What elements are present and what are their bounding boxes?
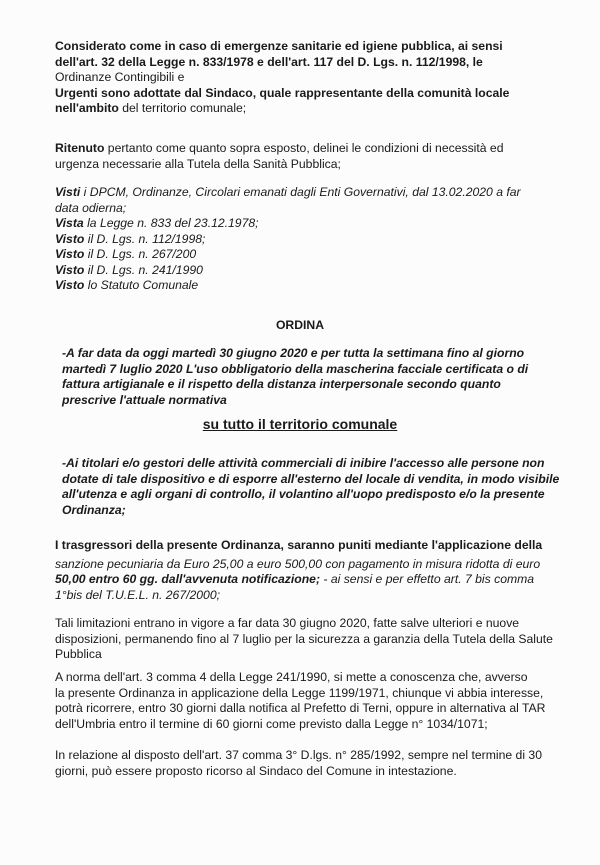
visto-bold: Visto bbox=[55, 262, 85, 277]
considerato-line-5 bbox=[55, 101, 555, 117]
ritenuto-line-2: urgenza necessarie alla Tutela della Sanità Pubblica; bbox=[55, 156, 341, 171]
visto-bold: Visto bbox=[55, 231, 85, 246]
limitazioni-line-3: Pubblica bbox=[55, 647, 102, 661]
visto-bold: Visto bbox=[55, 278, 85, 292]
territorio-heading: su tutto il territorio comunale bbox=[202, 416, 398, 432]
relazione-line-2: giorni, può essere proposto ricorso al Sindaco del Comune in intestazione. bbox=[55, 763, 457, 778]
ordina-line-4: prescrive l'attuale normativa bbox=[62, 392, 227, 407]
visto-text: lo Statuto Comunale bbox=[84, 278, 199, 292]
visto-item bbox=[55, 278, 555, 294]
norma-line-1: A norma dell'art. 3 comma 4 della Legge 241/1990, si mette a conoscenza che, avverso bbox=[55, 670, 528, 684]
relazione-paragraph bbox=[55, 748, 555, 779]
titolari-line-1: -Ai titolari e/o gestori delle attività commerciali di inibire l'accesso alle persone non bbox=[62, 456, 545, 470]
ordina-line-2: martedì 7 luglio 2020 L'uso obbligatorio della mascherina facciale certificata o di bbox=[62, 361, 529, 376]
considerato-line-1: Considerato come in caso di emergenze sanitarie ed igiene pubblica, ai sensi bbox=[55, 39, 503, 53]
trasgressori-notifica: 50,00 entro 60 gg. dall'avvenuta notificazione; bbox=[55, 572, 321, 586]
trasgressori-line-3 bbox=[55, 572, 555, 588]
visto-text: il D. Lgs. n. 112/1998; bbox=[84, 231, 206, 246]
relazione-line-1: In relazione al disposto dell'art. 37 comma 3° D.lgs. n° 285/1992, sempre nel termine di 30 bbox=[55, 748, 542, 762]
visti-line-1 bbox=[55, 185, 555, 201]
trasgressori-art: - ai sensi e per effetto art. 7 bis comma bbox=[320, 572, 535, 586]
ritenuto-line-1 bbox=[55, 141, 555, 157]
limitazioni-line-2: disposizioni, permanendo fino al 7 luglio per la sicurezza a garanzia della Tutela della Salute bbox=[55, 631, 553, 646]
visto-bold: Visto bbox=[55, 247, 85, 261]
trasgressori-line-4: 1°bis del T.U.E.L. n. 267/2000; bbox=[55, 587, 221, 602]
ordina-line-3: fattura artigianale e il rispetto della distanza interpersonale secondo quanto bbox=[62, 377, 501, 391]
considerato-line-3: Ordinanze Contingibili e bbox=[55, 70, 185, 84]
ritenuto-paragraph bbox=[55, 141, 555, 172]
visto-bold: Vista bbox=[55, 216, 84, 230]
visti-paragraph bbox=[55, 185, 555, 294]
norma-line-3: potrà ricorrere, entro 30 giorni dalla notifica al Prefetto di Terni, oppure in alternativa al TAR bbox=[55, 701, 546, 715]
visto-item bbox=[55, 247, 555, 263]
titolari-line-4: Ordinanza; bbox=[62, 502, 126, 517]
visti-line-2: data odierna; bbox=[55, 200, 127, 215]
visto-text: il D. Lgs. n. 241/1990 bbox=[84, 262, 203, 277]
trasgressori-paragraph bbox=[55, 538, 555, 603]
visto-text: il D. Lgs. n. 267/200 bbox=[84, 247, 197, 261]
limitazioni-line-1: Tali limitazioni entrano in vigore a far data 30 giugno 2020, fatte salve ulteriori e nuove bbox=[55, 616, 520, 630]
visto-item bbox=[55, 216, 555, 232]
titolari-paragraph bbox=[62, 456, 562, 518]
norma-line-4: dell'Umbria entro il termine di 60 giorni come previsto dalla Legge n° 1034/1071; bbox=[55, 716, 488, 731]
visto-item bbox=[55, 263, 555, 279]
norma-paragraph bbox=[55, 670, 555, 732]
norma-line-2: la presente Ordinanza in applicazione della Legge 1199/1971, chiunque vi abbia interesse, bbox=[55, 685, 544, 700]
ordina-title: ORDINA bbox=[275, 318, 325, 332]
visti-bold: Visti bbox=[55, 185, 81, 199]
ordina-line-1: -A far data da oggi martedì 30 giugno 2020 e per tutta la settimana fino al giorno bbox=[62, 346, 525, 360]
considerato-paragraph bbox=[55, 39, 555, 117]
considerato-ambito: nell'ambito bbox=[55, 101, 119, 115]
titolari-line-3: all'utenza e agli organi di controllo, il volantino all'uopo predisposto e/o la presente bbox=[62, 487, 545, 501]
considerato-territorio: del territorio comunale; bbox=[118, 101, 247, 115]
ritenuto-bold: Ritenuto bbox=[55, 141, 105, 155]
trasgressori-line-2: sanzione pecuniaria da Euro 25,00 a euro 500,00 con pagamento in misura ridotta di euro bbox=[55, 556, 541, 571]
trasgressori-line-1: I trasgressori della presente Ordinanza, saranno puniti mediante l'applicazione della bbox=[55, 538, 543, 552]
limitazioni-paragraph bbox=[55, 616, 555, 663]
titolari-line-2: dotate di tale dispositivo e di esporre all'esterno del locale di vendita, in modo visibile bbox=[62, 471, 560, 486]
ritenuto-text: pertanto come quanto sopra esposto, delinei le condizioni di necessità ed bbox=[104, 141, 504, 155]
considerato-line-4: Urgenti sono adottate dal Sindaco, quale rappresentante della comunità locale bbox=[55, 85, 510, 100]
ordina-paragraph bbox=[62, 346, 562, 408]
visto-item bbox=[55, 232, 555, 248]
visto-text: la Legge n. 833 del 23.12.1978; bbox=[83, 216, 259, 230]
visti-text: i DPCM, Ordinanze, Circolari emanati dagli Enti Governativi, dal 13.02.2020 a far bbox=[80, 185, 521, 199]
considerato-line-2: dell'art. 32 della Legge n. 833/1978 e dell'art. 117 del D. Lgs. n. 112/1998, le bbox=[55, 54, 483, 69]
